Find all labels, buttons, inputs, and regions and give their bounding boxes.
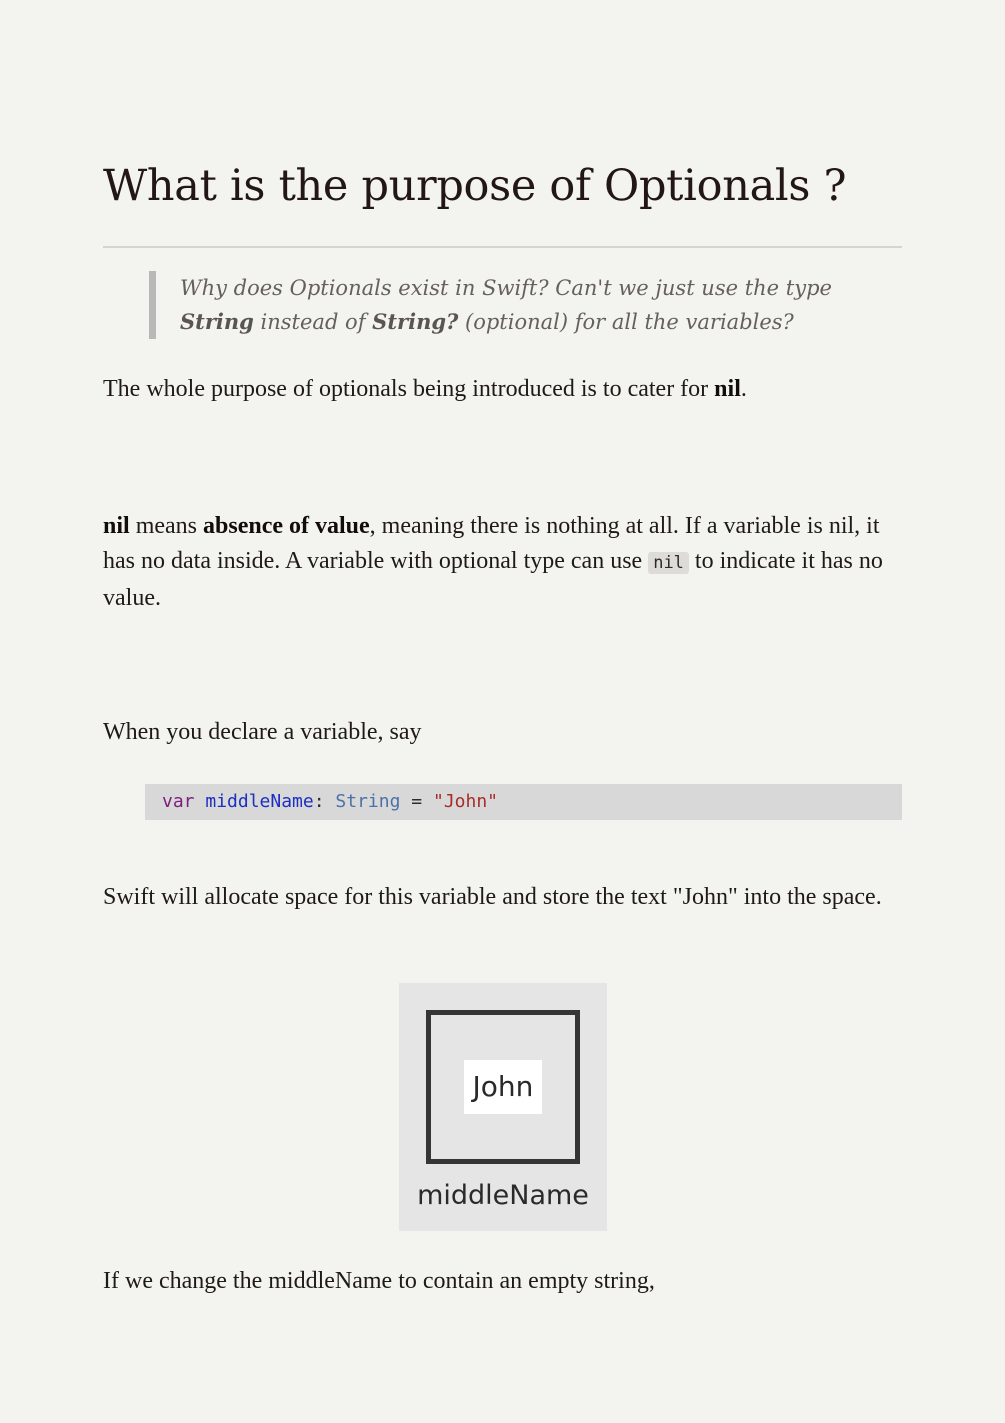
intro-paragraph: The whole purpose of optionals being introduced is to cater for nil. [103, 376, 747, 402]
code-type: String [335, 791, 401, 812]
code-string: "John" [432, 791, 499, 812]
page-title: What is the purpose of Optionals ? [103, 161, 847, 211]
empty-string-paragraph: If we change the middleName to contain an empty string, [103, 1268, 655, 1294]
variable-name-caption: middleName [417, 1180, 589, 1211]
declare-paragraph: When you declare a variable, say [103, 719, 422, 745]
variable-value: John [464, 1060, 542, 1114]
variable-diagram [399, 983, 607, 1231]
variable-box [426, 1010, 580, 1164]
quote-text: (optional) for all the variables? [458, 310, 794, 334]
title-divider [103, 246, 902, 248]
nil-keyword: nil [103, 513, 130, 539]
nil-paragraph: nil means absence of value, meaning there is nothing at all. If a variable is nil, it has no data inside. A variable with optional type can use nil to indicate it has no value. [103, 513, 883, 611]
code-block [145, 784, 902, 820]
code-keyword: var [162, 791, 195, 812]
nil-keyword: nil [714, 376, 741, 402]
code-identifier: middleName [205, 791, 314, 812]
quote-strong-string: String [180, 309, 254, 334]
quote-text: instead of [253, 310, 373, 334]
quote-strong-optional: String? [372, 309, 459, 334]
code-colon: : [313, 791, 325, 812]
quote-text: Why does Optionals exist in Swift? Can't we just use the type [180, 276, 832, 300]
blockquote [149, 271, 880, 339]
code-equals: = [411, 791, 423, 812]
absence-of-value-emphasis: absence of value [203, 513, 370, 539]
allocate-paragraph: Swift will allocate space for this variable and store the text "John" into the space. [103, 884, 882, 910]
inline-code-nil: nil [648, 552, 689, 574]
